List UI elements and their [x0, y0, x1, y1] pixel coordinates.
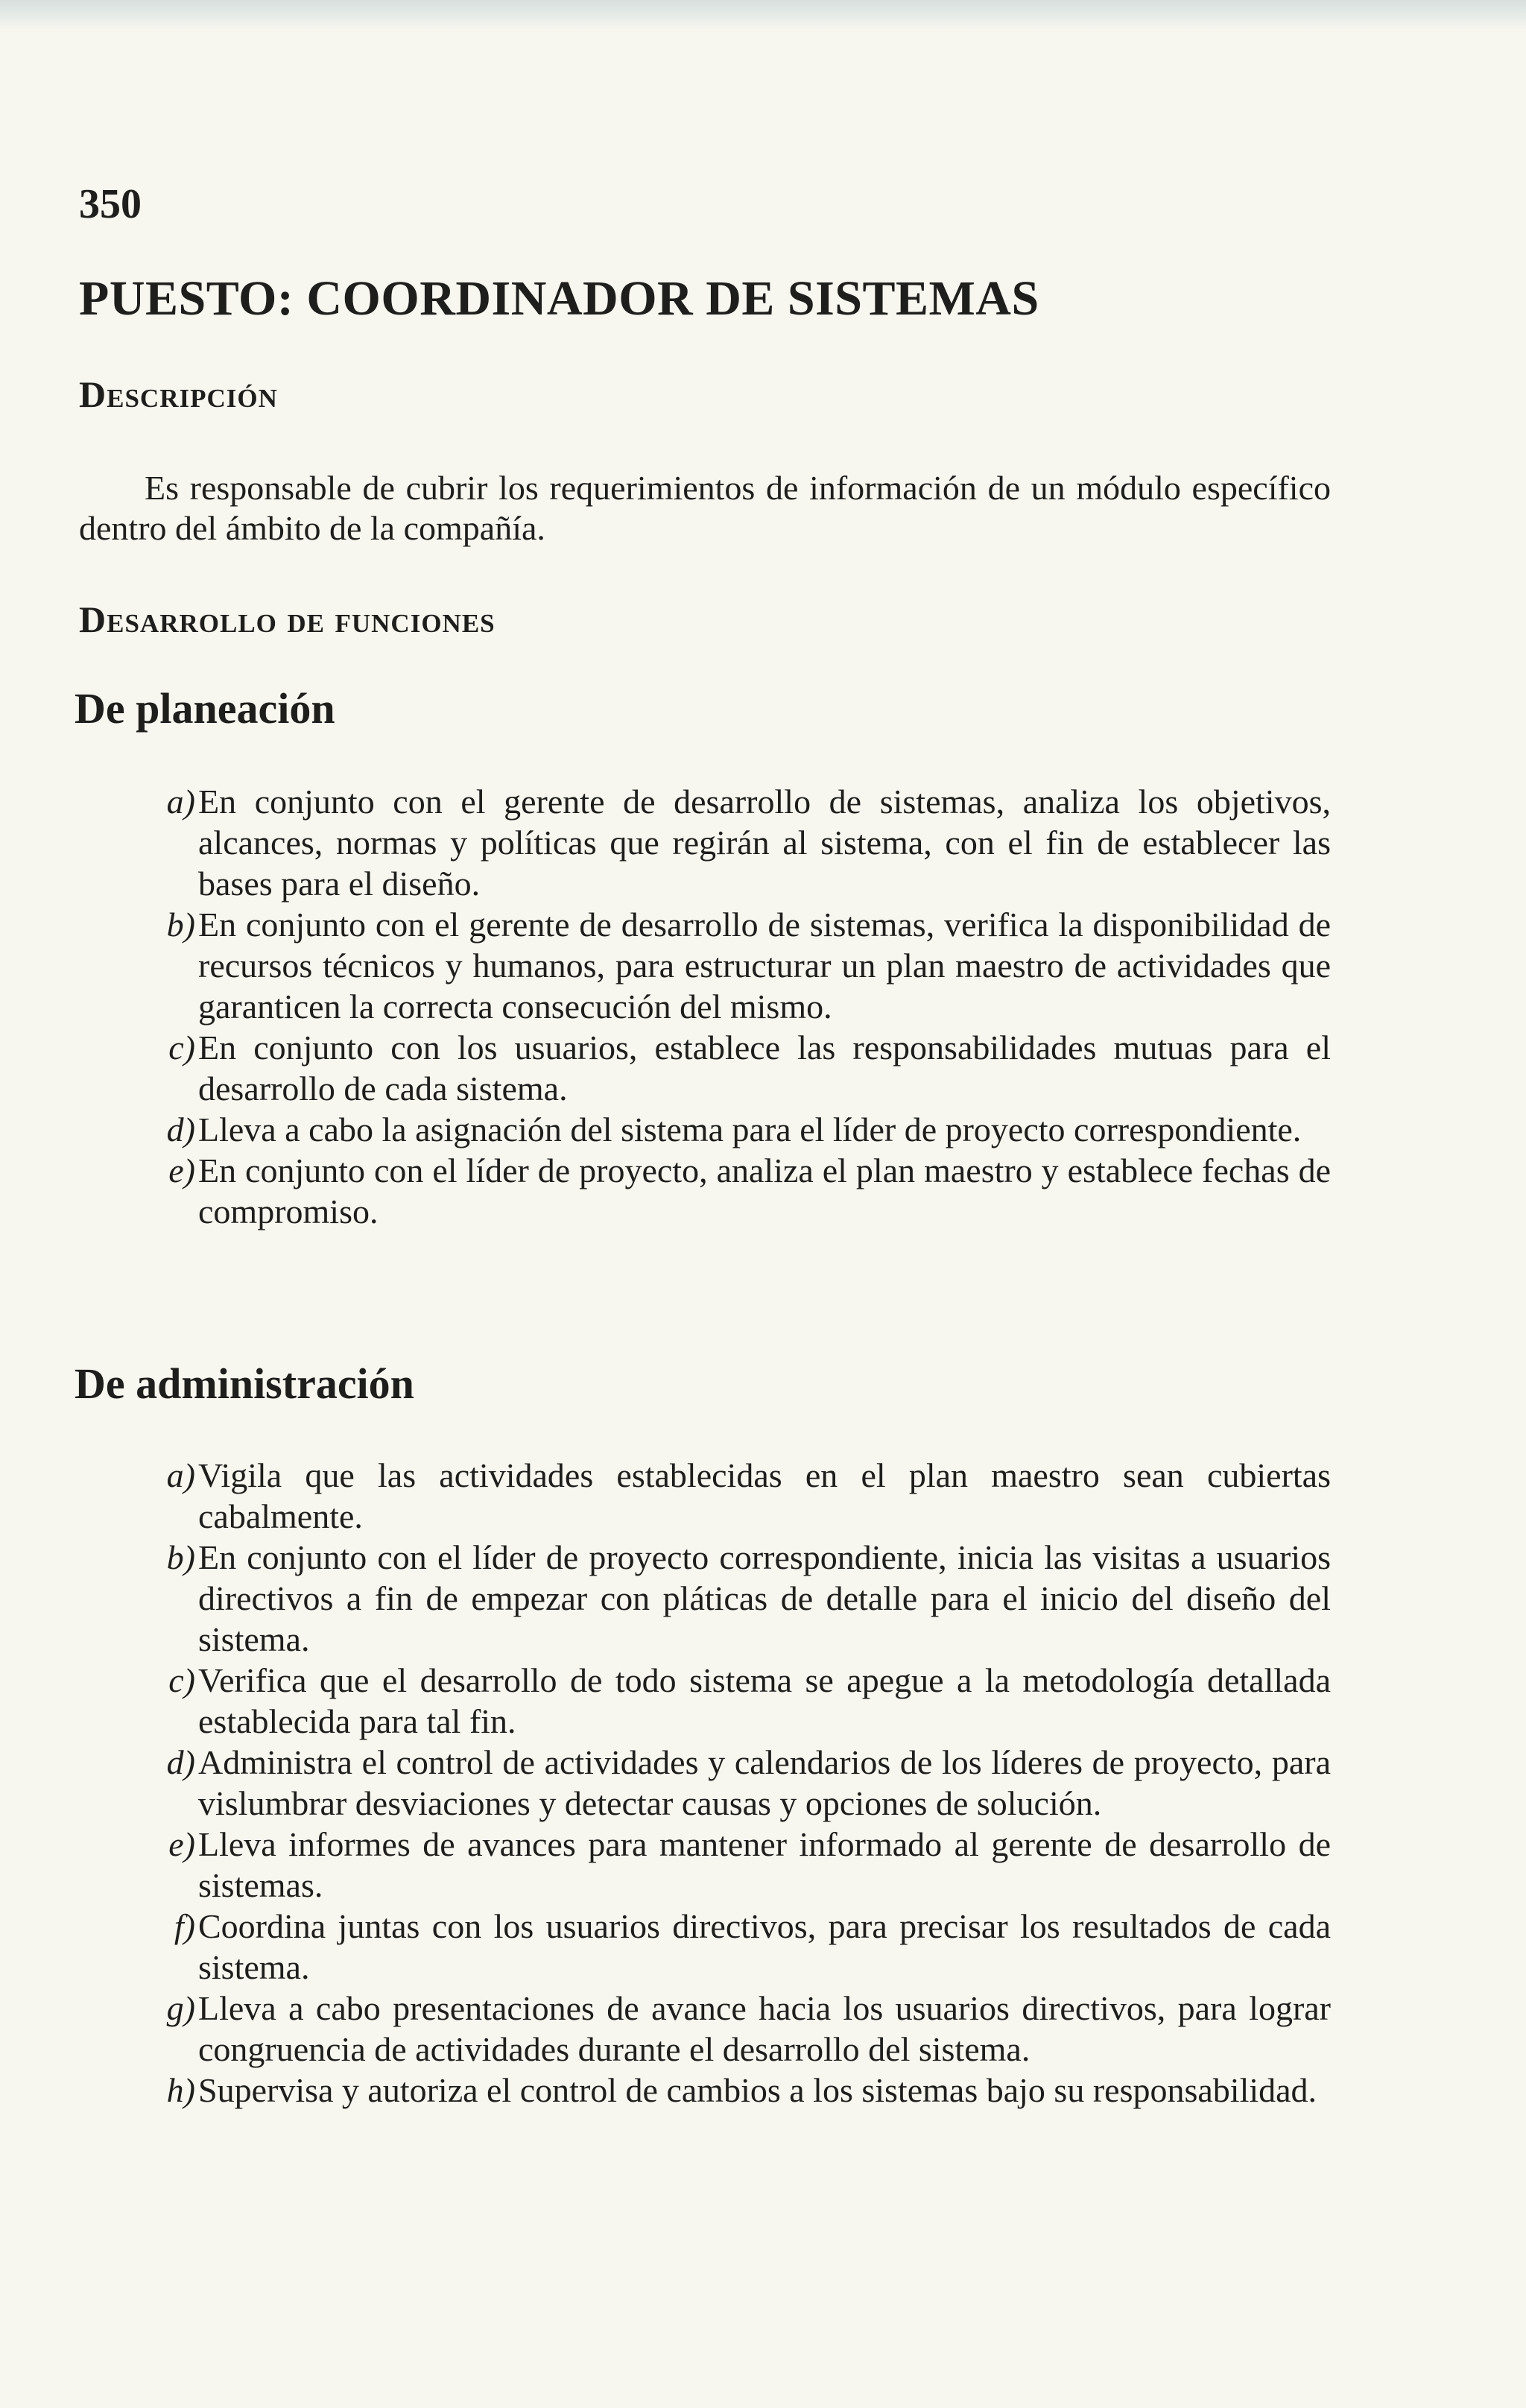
list-item: [146, 1027, 1331, 1109]
description-heading: Descripción: [79, 373, 278, 415]
list-item: [146, 1824, 1331, 1906]
administration-list: [0, 1455, 1526, 2111]
item-marker: b): [166, 906, 195, 944]
description-paragraph: Es responsable de cubrir los requerimientos de información de un módulo específico dentro del ámbito de la compañía.: [79, 469, 1331, 547]
item-marker: a): [166, 783, 195, 821]
item-text: En conjunto con el gerente de desarrollo de sistemas, analiza los objetivos, alcances, normas y políticas que regirán al sistema, con el fin de establecer las bases para el diseño.: [198, 783, 1331, 903]
item-marker: c): [168, 1661, 195, 1699]
item-marker: f): [174, 1907, 195, 1945]
item-text: Lleva a cabo presentaciones de avance hacia los usuarios directivos, para lograr congruencia de actividades durante el desarrollo del sistema.: [198, 1989, 1331, 2068]
page-number: 350: [79, 181, 142, 227]
item-text: Verifica que el desarrollo de todo sistema se apegue a la metodología detallada establecida para tal fin.: [198, 1661, 1331, 1740]
item-text: En conjunto con el líder de proyecto, analiza el plan maestro y establece fechas de compromiso.: [198, 1151, 1331, 1230]
list-item: [146, 1660, 1331, 1742]
item-marker: e): [168, 1825, 195, 1863]
item-marker: c): [168, 1028, 195, 1066]
item-text: En conjunto con el líder de proyecto correspondiente, inicia las visitas a usuarios directivos a fin de empezar con pláticas de detalle para el inicio del diseño del sistema.: [198, 1538, 1331, 1658]
list-item: [146, 1742, 1331, 1824]
item-text: Lleva a cabo la asignación del sistema para el líder de proyecto correspondiente.: [198, 1110, 1302, 1148]
page-title: PUESTO: COORDINADOR DE SISTEMAS: [79, 271, 1039, 326]
list-item: [146, 1455, 1331, 1537]
item-text: Vigila que las actividades establecidas en el plan maestro sean cubiertas cabalmente.: [198, 1456, 1331, 1535]
item-marker: e): [168, 1151, 195, 1189]
item-text: Coordina juntas con los usuarios directivos, para precisar los resultados de cada sistema.: [198, 1907, 1331, 1986]
item-text: Administra el control de actividades y calendarios de los líderes de proyecto, para vislumbrar desviaciones y detectar causas y opciones de solución.: [198, 1743, 1331, 1822]
scan-edge-band: [0, 0, 1526, 30]
item-marker: d): [166, 1110, 195, 1148]
item-text: En conjunto con los usuarios, establece las responsabilidades mutuas para el desarrollo de cada sistema.: [198, 1028, 1331, 1107]
list-item: [146, 2070, 1331, 2111]
item-marker: b): [166, 1538, 195, 1576]
item-text: Lleva informes de avances para mantener informado al gerente de desarrollo de sistemas.: [198, 1825, 1331, 1904]
functions-heading: Desarrollo de funciones: [79, 598, 496, 640]
item-text: En conjunto con el gerente de desarrollo de sistemas, verifica la disponibilidad de recursos técnicos y humanos, para estructurar un plan maestro de actividades que garanticen la correcta consecución del mismo.: [198, 906, 1331, 1026]
item-marker: d): [166, 1743, 195, 1781]
list-item: [146, 904, 1331, 1027]
item-text: Supervisa y autoriza el control de cambios a los sistemas bajo su responsabilidad.: [198, 2071, 1317, 2109]
list-item: [146, 1150, 1331, 1232]
item-marker: a): [166, 1456, 195, 1494]
list-item: [146, 1906, 1331, 1988]
planning-heading: De planeación: [75, 684, 335, 733]
list-item: [146, 1988, 1331, 2070]
list-item: [146, 1109, 1331, 1150]
administration-heading: De administración: [75, 1359, 414, 1408]
item-marker: g): [166, 1989, 195, 2027]
list-item: [146, 1537, 1331, 1660]
item-marker: h): [166, 2071, 195, 2109]
planning-list: [0, 781, 1526, 1232]
list-item: [146, 781, 1331, 904]
